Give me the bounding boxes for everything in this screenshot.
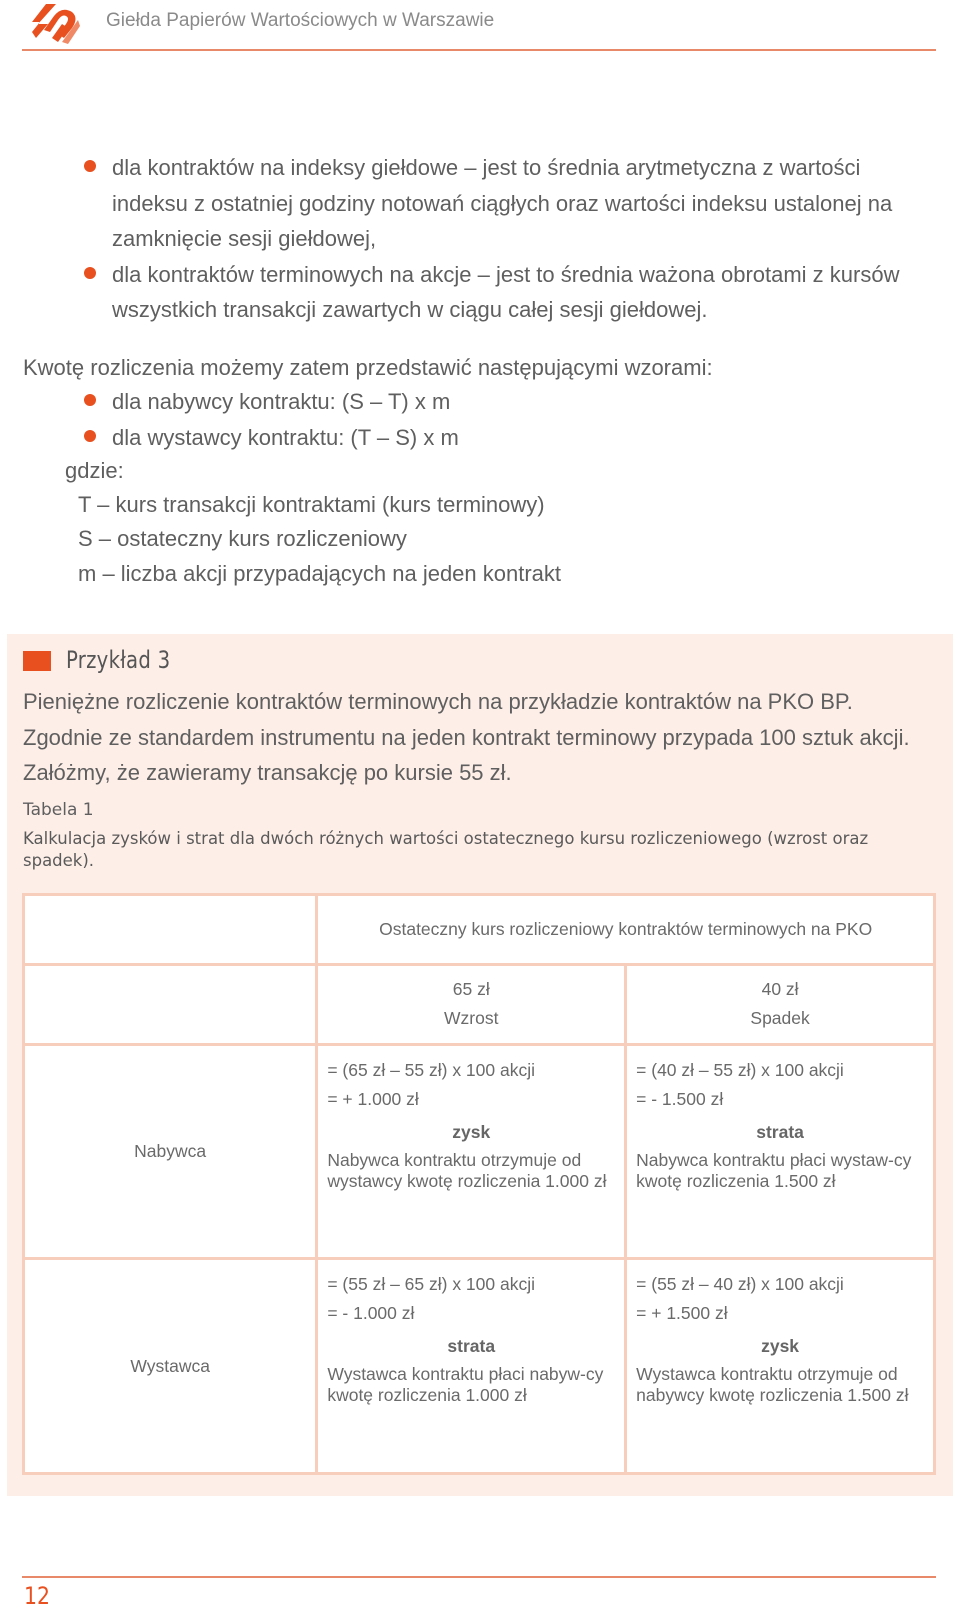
list-item: dla kontraktów terminowych na akcje – jest to średnia ważona obrotami z kursów wszystkich transakcji zawartych w ciągu całej sesji giełdowej. [84, 257, 940, 328]
cell-result: = - 1.000 zł [327, 1303, 415, 1324]
list-item: dla kontraktów na indeksy giełdowe – jest to średnia arytmetyczna z wartości indeksu z ostatniej godziny notowań ciągłych oraz wartości indeksu ustalonej na zamknięcie sesji giełdowej, [84, 150, 940, 257]
cell-result: = + 1.000 zł [327, 1089, 419, 1110]
column-price: 40 zł [761, 979, 799, 1000]
column-header-up [317, 964, 626, 1045]
formulas-intro: Kwotę rozliczenia możemy zatem przedstawić następującymi wzorami: [23, 355, 713, 380]
row-label-buyer: Nabywca [24, 1045, 317, 1259]
footer-divider [22, 1576, 936, 1578]
calculation-table [22, 893, 936, 1475]
cell-description: Nabywca kontraktu otrzymuje od wystawcy kwotę rozliczenia 1.000 zł [327, 1150, 607, 1192]
list-item: dla wystawcy kontraktu: (T – S) x m [84, 420, 940, 456]
list-item: dla nabywcy kontraktu: (S – T) x m [84, 384, 940, 420]
table-label: Tabela 1 [23, 800, 94, 820]
column-direction: Wzrost [444, 1008, 499, 1029]
cell-formula: = (55 zł – 40 zł) x 100 akcji [636, 1274, 844, 1295]
cell-verdict: zysk [761, 1336, 800, 1357]
example-title: Przykład 3 [66, 646, 171, 674]
row-label-writer: Wystawca [24, 1259, 317, 1474]
cell-result: = - 1.500 zł [636, 1089, 724, 1110]
table-header: Ostateczny kurs rozliczeniowy kontraktów terminowych na PKO [317, 895, 935, 965]
definition-m: m – liczba akcji przypadających na jeden kontrakt [78, 561, 562, 586]
page-number: 12 [24, 1582, 50, 1610]
header-divider [22, 49, 936, 51]
cell-formula: = (55 zł – 65 zł) x 100 akcji [327, 1274, 535, 1295]
intro-bullet-list [84, 150, 940, 328]
column-header-down [626, 964, 935, 1045]
example-line: Pieniężne rozliczenie kontraktów terminowych na przykładzie kontraktów na PKO BP. [23, 689, 853, 714]
example-line: Zgodnie ze standardem instrumentu na jeden kontrakt terminowy przypada 100 sztuk akcji. Załóżmy, że zawieramy transakcję po kursie 55 zł. [23, 724, 910, 785]
table-cell [626, 1259, 935, 1474]
formula-list [84, 384, 940, 455]
cell-verdict: zysk [452, 1122, 491, 1143]
gpw-logo-icon [32, 2, 80, 46]
cell-description: Nabywca kontraktu płaci wystaw-cy kwotę rozliczenia 1.500 zł [636, 1150, 912, 1192]
table-cell [317, 1259, 626, 1474]
cell-description: Wystawca kontraktu otrzymuje od nabywcy kwotę rozliczenia 1.500 zł [636, 1364, 909, 1406]
page-header [0, 0, 960, 52]
column-direction: Spadek [750, 1008, 810, 1029]
definition-t: T – kurs transakcji kontraktami (kurs terminowy) [78, 492, 545, 517]
table-corner-cell [24, 895, 317, 965]
where-label: gdzie: [65, 458, 124, 483]
cell-description: Wystawca kontraktu płaci nabyw-cy kwotę rozliczenia 1.000 zł [327, 1364, 604, 1406]
table-empty-cell [24, 964, 317, 1045]
definition-s: S – ostateczny kurs rozliczeniowy [78, 526, 407, 551]
cell-result: = + 1.500 zł [636, 1303, 728, 1324]
cell-verdict: strata [756, 1122, 804, 1143]
header-title: Giełda Papierów Wartościowych w Warszawie [106, 10, 495, 31]
example-text [23, 684, 943, 791]
example-marker [23, 651, 51, 671]
cell-verdict: strata [447, 1336, 496, 1357]
table-caption: Kalkulacja zysków i strat dla dwóch różnych wartości ostatecznego kursu rozliczeniowego (wzrost oraz spadek). [23, 829, 869, 870]
table-cell [317, 1045, 626, 1259]
cell-formula: = (40 zł – 55 zł) x 100 akcji [636, 1060, 844, 1081]
column-price: 65 zł [452, 979, 490, 1000]
cell-formula: = (65 zł – 55 zł) x 100 akcji [327, 1060, 535, 1081]
table-cell [626, 1045, 935, 1259]
